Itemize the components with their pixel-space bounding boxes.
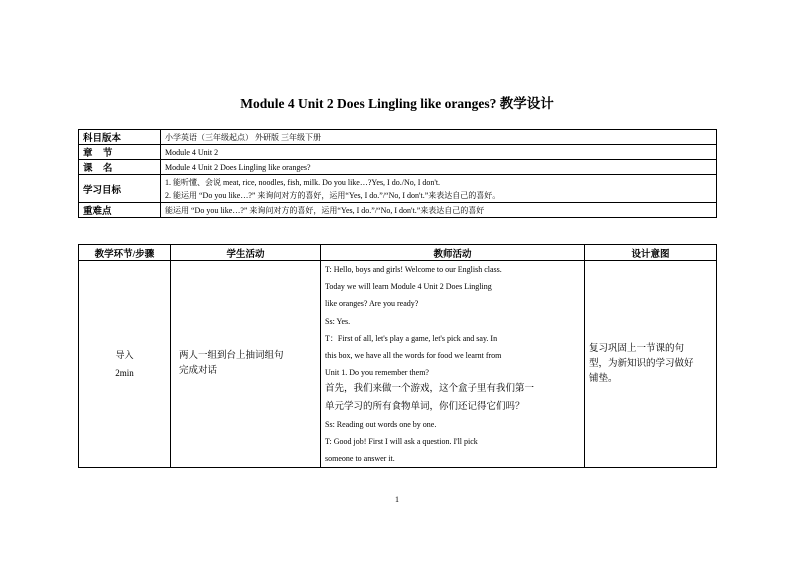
header-intent: 设计意图 bbox=[585, 245, 717, 261]
info-row-subject bbox=[79, 130, 717, 145]
teacher-line: T：First of all, let's play a game, let's pick and say. In bbox=[325, 333, 498, 343]
student-activity-cell bbox=[171, 261, 321, 468]
info-label: 章 节 bbox=[79, 145, 161, 160]
info-row-objectives bbox=[79, 175, 717, 203]
student-line: 完成对话 bbox=[179, 366, 218, 377]
header-teacher: 教师活动 bbox=[321, 245, 585, 261]
page-number: 1 bbox=[395, 495, 399, 504]
header-student: 学生活动 bbox=[171, 245, 321, 261]
student-line: 两人一组到台上抽词组句 bbox=[179, 351, 284, 362]
teacher-line: T: Hello, boys and girls! Welcome to our English class. bbox=[325, 265, 502, 274]
header-step: 教学环节/步骤 bbox=[79, 245, 171, 261]
info-label: 科目版本 bbox=[79, 130, 161, 145]
lesson-header-row bbox=[79, 245, 717, 261]
teacher-line: someone to answer it. bbox=[325, 454, 395, 464]
document-title: Module 4 Unit 2 Does Lingling like oranges? 教学设计 bbox=[240, 96, 554, 111]
step-cell bbox=[79, 261, 171, 468]
info-label: 学习目标 bbox=[79, 175, 161, 203]
teacher-line: Unit 1. Do you remember them? bbox=[325, 368, 429, 378]
teacher-line: this box, we have all the words for food we learnt from bbox=[325, 351, 502, 361]
intent-line: 型，为新知识的学习做好 bbox=[589, 358, 694, 369]
intent-line: 铺垫。 bbox=[589, 373, 618, 384]
step-time: 2min bbox=[115, 368, 134, 379]
teacher-line: like oranges? Are you ready? bbox=[325, 299, 419, 309]
info-row-chapter bbox=[79, 145, 717, 160]
info-value: 小学英语（三年级起点） 外研版 三年级下册 bbox=[161, 130, 717, 145]
info-row-key-points bbox=[79, 203, 717, 218]
step-name: 导入 bbox=[115, 350, 134, 361]
info-label: 课 名 bbox=[79, 160, 161, 175]
info-value: 能运用 “Do you like…?” 来询问对方的喜好，运用“Yes, I do.”/“No, I don't.”来表达自己的喜好 bbox=[161, 203, 717, 218]
objective-line: 2. 能运用 “Do you like…?” 来询问对方的喜好，运用“Yes, I do.”/“No, I don't.”来表达自己的喜好。 bbox=[165, 190, 501, 200]
course-info-table bbox=[78, 129, 717, 218]
teacher-line: 单元学习的所有食物单词，你们还记得它们吗？ bbox=[325, 401, 525, 412]
teacher-activity-cell bbox=[321, 261, 585, 468]
objective-line: 1. 能听懂、会说 meat, rice, noodles, fish, milk. Do you like…?Yes, I do./No, I don't. bbox=[165, 177, 441, 187]
design-intent-cell bbox=[585, 261, 717, 468]
teacher-line: Today we will learn Module 4 Unit 2 Does Lingling bbox=[325, 282, 492, 292]
teacher-line: Ss: Reading out words one by one. bbox=[325, 419, 437, 429]
info-value: Module 4 Unit 2 bbox=[161, 145, 717, 160]
lesson-row-intro bbox=[79, 261, 717, 468]
teacher-line: T: Good job! First I will ask a question. I'll pick bbox=[325, 437, 478, 447]
lesson-plan-table bbox=[78, 244, 717, 468]
info-row-lesson bbox=[79, 160, 717, 175]
info-label: 重难点 bbox=[79, 203, 161, 218]
teacher-line: 首先，我们来做一个游戏，这个盒子里有我们第一 bbox=[325, 384, 535, 395]
info-value: Module 4 Unit 2 Does Lingling like oranges? bbox=[161, 160, 717, 175]
teacher-line: Ss: Yes. bbox=[325, 316, 351, 326]
intent-line: 复习巩固上一节课的句 bbox=[589, 343, 685, 354]
info-value bbox=[161, 175, 717, 203]
